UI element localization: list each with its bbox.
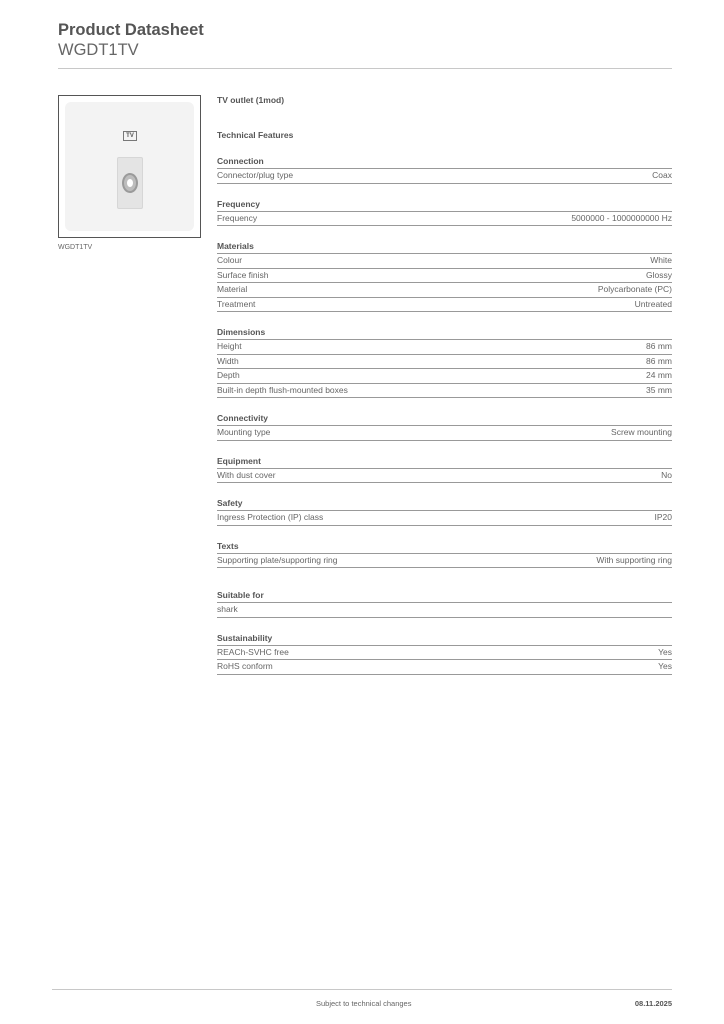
spec-sections [217, 155, 672, 675]
spec-label: Ingress Protection (IP) class [217, 512, 324, 522]
spec-label: Mounting type [217, 427, 271, 437]
spec-value: White [650, 255, 672, 265]
spec-row [217, 511, 672, 526]
spec-value: 24 mm [646, 370, 672, 380]
section-title: Sustainability [217, 632, 672, 646]
spec-section [217, 589, 672, 618]
spec-label: With dust cover [217, 469, 276, 480]
page-header [58, 20, 204, 60]
spec-section [217, 497, 672, 526]
footer-note: Subject to technical changes [316, 999, 412, 1008]
footer-date: 08.11.2025 [634, 999, 672, 1008]
section-title: Connection [217, 155, 672, 169]
spec-value: 5000000 - 1000000000 Hz [571, 212, 672, 223]
spec-value: 86 mm [646, 341, 672, 351]
spec-row [217, 469, 672, 484]
spec-section [217, 240, 672, 312]
spec-label: Treatment [217, 298, 256, 309]
header-divider [58, 68, 672, 69]
coax-pin [127, 179, 133, 187]
spec-label: Built-in depth flush-mounted boxes [217, 384, 348, 395]
spec-value: IP20 [654, 512, 672, 522]
spec-row [217, 298, 672, 313]
spec-label: Height [217, 341, 242, 351]
spec-value: Coax [652, 170, 672, 180]
product-code: WGDT1TV [58, 41, 139, 59]
spec-row [217, 384, 672, 399]
spec-value: Screw mounting [611, 427, 672, 437]
spec-value: No [661, 469, 672, 480]
features-heading: Technical Features [217, 130, 294, 140]
spec-row [217, 169, 672, 184]
footer-divider [52, 989, 672, 990]
section-title: Safety [217, 497, 672, 511]
spec-row [217, 212, 672, 227]
spec-row [217, 660, 672, 675]
spec-section [217, 198, 672, 227]
spec-section [217, 155, 672, 184]
spec-row [217, 254, 672, 269]
spec-value: Polycarbonate (PC) [597, 284, 672, 294]
section-title: Frequency [217, 198, 672, 212]
spec-row [217, 646, 672, 661]
tv-icon: TV [123, 131, 137, 141]
spec-row [217, 269, 672, 284]
product-image [58, 95, 201, 238]
spec-label: Connector/plug type [217, 170, 294, 180]
spec-value: Untreated [634, 298, 672, 309]
spec-row [217, 426, 672, 441]
spec-value: 35 mm [646, 384, 672, 395]
spec-value: With supporting ring [596, 554, 672, 565]
image-caption: WGDT1TV [58, 244, 93, 251]
section-title: Texts [217, 540, 672, 554]
spec-content [217, 95, 672, 675]
spec-row [217, 603, 672, 618]
spec-section [217, 632, 672, 675]
spec-row [217, 355, 672, 370]
spec-label: shark [217, 604, 238, 614]
spec-label: RoHS conform [217, 661, 273, 671]
spec-value: Glossy [646, 269, 672, 280]
spec-label: Frequency [217, 212, 258, 223]
product-name: TV outlet (1mod) [217, 95, 285, 105]
section-title: Equipment [217, 455, 672, 469]
coax-socket [117, 157, 143, 209]
spec-label: REACh-SVHC free [217, 646, 289, 657]
spec-row [217, 340, 672, 355]
section-title: Connectivity [217, 412, 672, 426]
spec-label: Colour [217, 255, 243, 265]
spec-label: Surface finish [217, 269, 269, 280]
spec-section [217, 455, 672, 484]
spec-label: Depth [217, 370, 240, 380]
page-title: Product Datasheet [58, 21, 204, 39]
spec-label: Supporting plate/supporting ring [217, 554, 338, 565]
section-title: Dimensions [217, 326, 672, 340]
outlet-plate [65, 102, 194, 231]
section-title: Suitable for [217, 589, 672, 603]
section-title: Materials [217, 240, 672, 254]
spec-section [217, 412, 672, 441]
spec-value: Yes [658, 661, 672, 671]
spec-section [217, 326, 672, 398]
spec-section [217, 540, 672, 569]
spec-value: 86 mm [646, 355, 672, 366]
spec-label: Width [217, 355, 239, 366]
spec-row [217, 369, 672, 384]
spec-label: Material [217, 284, 248, 294]
spec-row [217, 283, 672, 298]
spec-row [217, 554, 672, 569]
spec-value: Yes [658, 646, 672, 657]
